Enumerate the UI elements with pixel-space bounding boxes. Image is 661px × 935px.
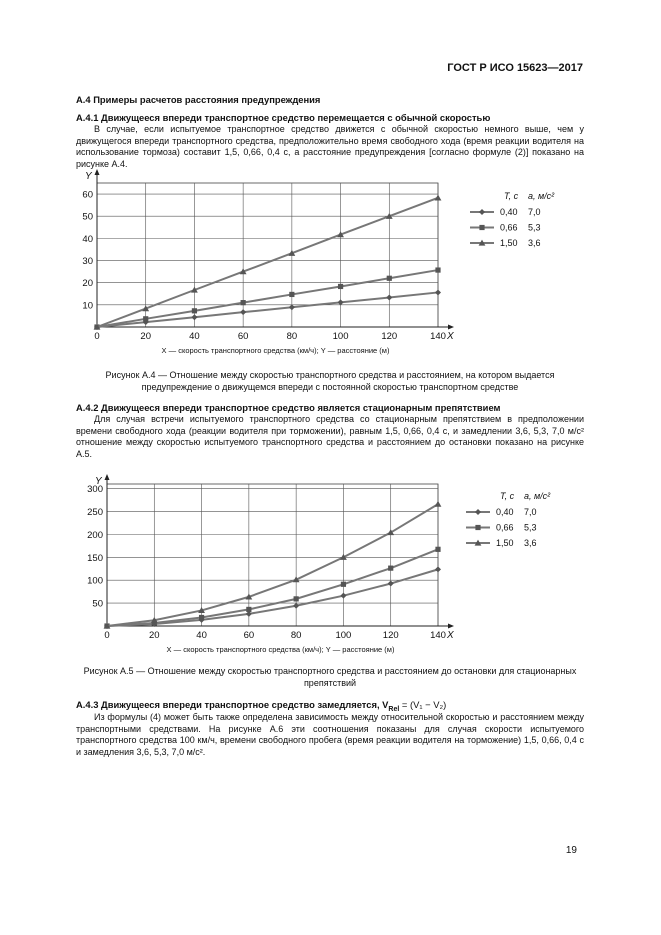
axis-caption: X — скорость транспортного средства (км/ч); Y — расстояние (м)	[161, 346, 390, 355]
figure-a4-caption: Рисунок А.4 — Отношение между скоростью транспортного средства и расстоянием, на котором выдается предупреждение о движущемся впереди с постоянной скоростью транспортном средстве	[105, 370, 555, 392]
document-header: ГОСТ Р ИСО 15623—2017	[447, 62, 583, 74]
series-line-1	[107, 569, 438, 626]
series-point-2	[341, 582, 346, 587]
series-point-2	[388, 566, 393, 571]
x-tick-label: 80	[286, 331, 298, 342]
legend-a-1: 7,0	[528, 207, 541, 217]
subsection-a43-title: А.4.3 Движущееся впереди транспортное средство замедляется, $V_{Rel} = (V_1 - V_2)$	[76, 699, 447, 713]
y-axis-arrow	[105, 474, 110, 480]
x-tick-label: 80	[290, 630, 302, 641]
subsection-a42-text: Для случая встречи испытуемого транспортного средства со стационарным препятствием в предположении времени свободного хода (реакции водителя при торможении), равным 1,5, 0,66, 0,4 с, и замедлении 3,6, 5,3, 7,0 м/с² отношение между скоростью испытуемого транспортного средства и расстоянием до остановки показано на рисунке А.5.	[76, 414, 584, 459]
x-tick-label: 0	[94, 331, 100, 342]
series-line-3	[107, 504, 438, 626]
subsection-a43-text: Из формулы (4) может быть также определена зависимость между относительной скоростью и расстоянием между транспортными средствами. На рисунке А.6 эти соотношения показаны для случая скорости испытуемого транспортного средства 100 км/ч, времени свободного пробега (время реакции водителя на торможение) 1,5, 0,66, 0,4 с и замедления 3,6, 5,3, 7,0 м/с².	[76, 712, 584, 757]
y-tick-label: 250	[87, 506, 103, 518]
y-tick-label: 40	[82, 233, 93, 245]
series-point-1	[293, 603, 299, 609]
legend-t-3: 1,50	[500, 238, 518, 248]
x-tick-label: 20	[148, 630, 160, 641]
y-tick-label: 50	[82, 211, 93, 223]
series-point-3	[435, 501, 442, 507]
page-number: 19	[565, 845, 577, 856]
figure-a5-caption: Рисунок А.5 — Отношение между скоростью транспортного средства и расстоянием до остановки для стационарных препятствий	[83, 666, 577, 688]
x-axis-arrow	[448, 624, 454, 629]
legend-t-2: 0,66	[500, 222, 518, 233]
legend-t-1: 0,40	[496, 507, 514, 517]
x-tick-label: 60	[237, 331, 249, 342]
x-tick-label: 40	[196, 630, 207, 641]
x-axis-letter: X	[447, 331, 454, 342]
legend-a-3: 3,6	[528, 238, 541, 248]
y-tick-label: 150	[87, 552, 103, 564]
legend-a-2: 5,3	[524, 522, 537, 533]
y-tick-label: 10	[82, 300, 93, 312]
series-point-2	[294, 596, 299, 601]
x-tick-label: 60	[243, 630, 255, 641]
y-tick-label: 300	[87, 484, 103, 496]
legend-t-1: 0,40	[500, 207, 518, 217]
y-tick-label: 200	[87, 529, 103, 541]
x-axis-letter: X	[447, 630, 454, 641]
y-axis-letter: Y	[95, 476, 102, 487]
x-tick-label: 140	[430, 630, 446, 641]
x-tick-label: 40	[189, 331, 200, 342]
legend-a-1: 7,0	[524, 507, 537, 517]
y-axis-letter: Y	[85, 171, 92, 182]
axis-caption: X — скорость транспортного средства (км/ч); Y — расстояние (м)	[166, 645, 395, 654]
subsection-a41-title: А.4.1 Движущееся впереди транспортное средство перемещается с обычной скоростью	[76, 112, 491, 123]
legend-marker-2	[475, 525, 480, 530]
x-tick-label: 120	[381, 331, 398, 342]
y-tick-label: 20	[82, 278, 93, 290]
y-tick-label: 50	[92, 598, 103, 610]
x-tick-label: 20	[140, 331, 152, 342]
x-tick-label: 100	[332, 331, 349, 342]
legend-header-a: a, м/с²	[524, 491, 551, 501]
series-point-2	[199, 615, 204, 620]
legend-a-2: 5,3	[528, 222, 541, 233]
series-point-1	[388, 581, 394, 587]
y-tick-label: 100	[87, 575, 103, 587]
subsection-a42-title: А.4.2 Движущееся впереди транспортное средство является стационарным препятствием	[76, 402, 501, 413]
x-tick-label: 140	[430, 331, 446, 342]
legend-header-t: T, с	[504, 191, 519, 201]
y-tick-label: 30	[82, 256, 93, 268]
legend-header-a: a, м/с²	[528, 191, 555, 201]
legend-t-2: 0,66	[496, 522, 514, 533]
subsection-a41-text: В случае, если испытуемое транспортное средство движется с обычной скоростью немного выше, чем у движущегося впереди транспортного средства, предположительно время свободного хода (время реакции водителя на использование тормоза) составит 1,5, 0,66, 0,4 с, а расстояние предупреждения [согласно формуле (2)] показано на рисунке А.4.	[76, 124, 584, 169]
series-point-1	[340, 593, 346, 599]
section-title: А.4 Примеры расчетов расстояния предупреждения	[76, 94, 321, 105]
series-point-1	[435, 566, 441, 572]
y-tick-label: 60	[82, 189, 93, 201]
legend-header-t: T, с	[500, 491, 515, 501]
legend-t-3: 1,50	[496, 538, 514, 548]
x-tick-label: 100	[335, 630, 352, 641]
legend-a-3: 3,6	[524, 538, 537, 548]
series-point-2	[246, 607, 251, 612]
x-tick-label: 0	[104, 630, 110, 641]
series-point-2	[435, 547, 440, 552]
legend-marker-1	[475, 509, 481, 515]
x-tick-label: 120	[382, 630, 399, 641]
